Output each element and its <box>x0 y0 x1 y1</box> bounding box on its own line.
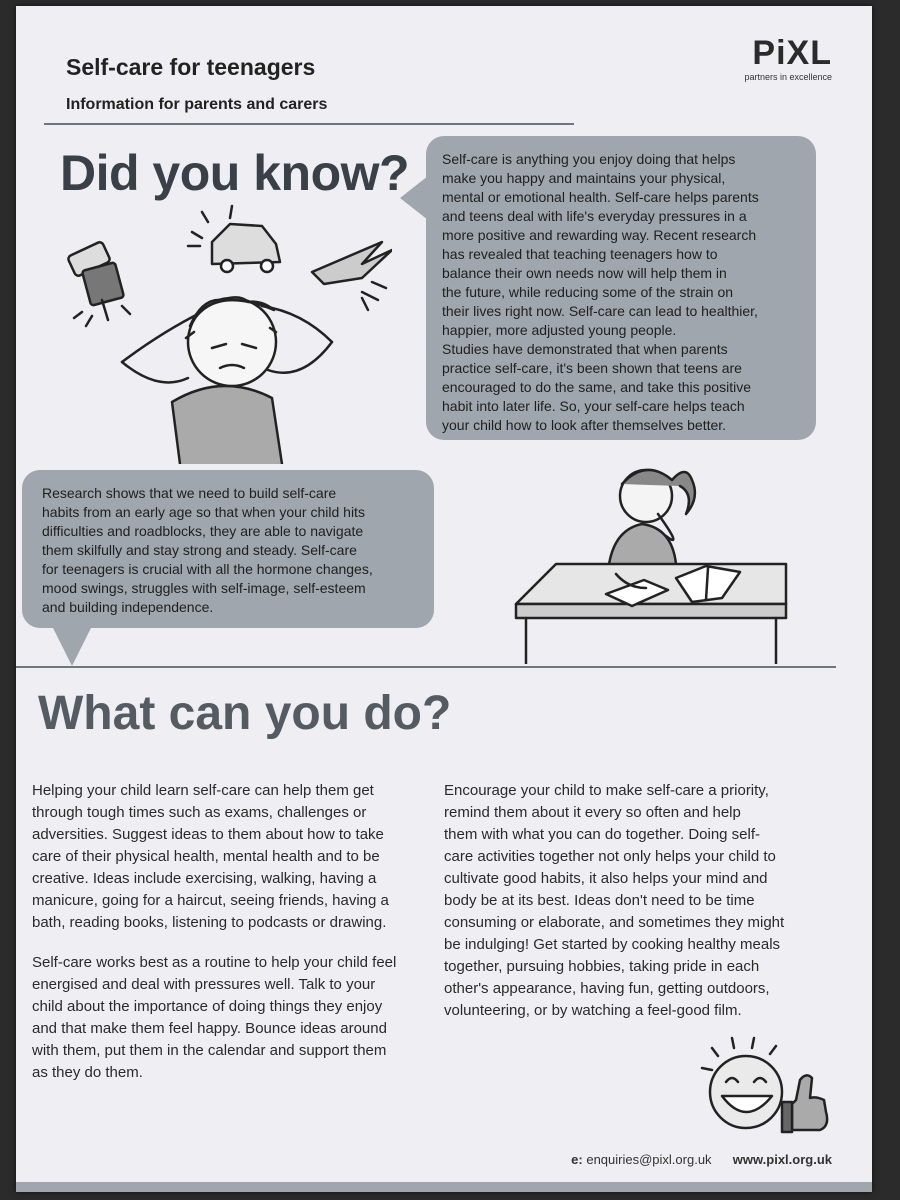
logo-tagline: partners in excellence <box>744 72 832 82</box>
right-paragraph-1: Encourage your child to make self-care a priority, remind them about it every so often and help them with what you can do together. Doing self- care activities together not only helps your child to cultivate good habits, it also helps your mind and body be at its best. Ideas don't need to be time consuming or elaborate, and sometimes they might be indulging! Get started by cooking healthy meals together, pursuing hobbies, taking pride in each other's appearance, having fun, getting outdoors, volunteering, or by watching a feel-good film. <box>444 782 785 1019</box>
left-paragraph-1: Helping your child learn self-care can help them get through tough times such as exams, challenges or adversities. Suggest ideas to them about how to take care of their physical health, mental health and to be creative. Ideas include exercising, walking, having a manicure, going for a haircut, seeing friends, having a bath, reading books, listening to podcasts or drawing. <box>32 782 389 931</box>
right-column <box>444 780 844 1040</box>
stressed-teen-illustration <box>62 202 392 464</box>
what-can-you-do-heading: What can you do? <box>38 687 452 740</box>
drill-icon <box>67 241 130 326</box>
studying-teen-illustration <box>496 454 796 664</box>
research-text: Research shows that we need to build self-care habits from an early age so that when your child hits difficulties and roadblocks, they are able to navigate them skilfully and stay strong and steady. Self-care for teenagers is crucial with all the hormone changes, mood swings, struggles with self-image, self-esteem and building independence. <box>42 485 373 615</box>
research-bubble <box>22 470 434 628</box>
logo-name: PiXL <box>752 34 832 72</box>
jet-icon <box>312 242 392 310</box>
email-link[interactable]: enquiries@pixl.org.uk <box>586 1152 712 1167</box>
footer-band <box>16 1182 872 1192</box>
self-care-info-text: Self-care is anything you enjoy doing that helps make you happy and maintains your physical, mental or emotional health. Self-care helps parents and teens deal with life's everyday pressures in a more positive and rewarding way. Recent research has revealed that teaching teenagers how to balance their own needs now will help them in the future, while reducing some of the strain on their lives right now. Self-care can lead to healthier, happier, more adjusted young people. Studies have demonstrated that when parents practice self-care, it's been shown that teens are encouraged to do the same, and take this positive habit into later life. So, your self-care helps teach your child how to look after themselves better. <box>442 151 759 433</box>
header-divider <box>44 123 574 125</box>
email-label: e: <box>571 1152 583 1167</box>
did-you-know-heading: Did you know? <box>60 145 410 201</box>
website-link[interactable]: www.pixl.org.uk <box>732 1152 832 1167</box>
self-care-info-bubble <box>426 136 816 440</box>
page-title: Self-care for teenagers <box>66 54 316 80</box>
flyer-page <box>16 6 872 1192</box>
left-paragraph-2: Self-care works best as a routine to help your child feel energised and deal with pressures well. Talk to your child about the importance of doing things they enjoy and that make them feel happy. Bounce ideas around with them, put them in the calendar and support them as they do them. <box>32 954 397 1081</box>
left-column <box>32 780 432 1102</box>
footer <box>571 1152 832 1167</box>
page-subtitle: Information for parents and carers <box>66 96 328 113</box>
smiley-thumbs-up-icon <box>692 1034 852 1134</box>
pixl-logo <box>744 36 832 82</box>
section-divider <box>16 666 836 668</box>
car-icon <box>188 206 280 272</box>
